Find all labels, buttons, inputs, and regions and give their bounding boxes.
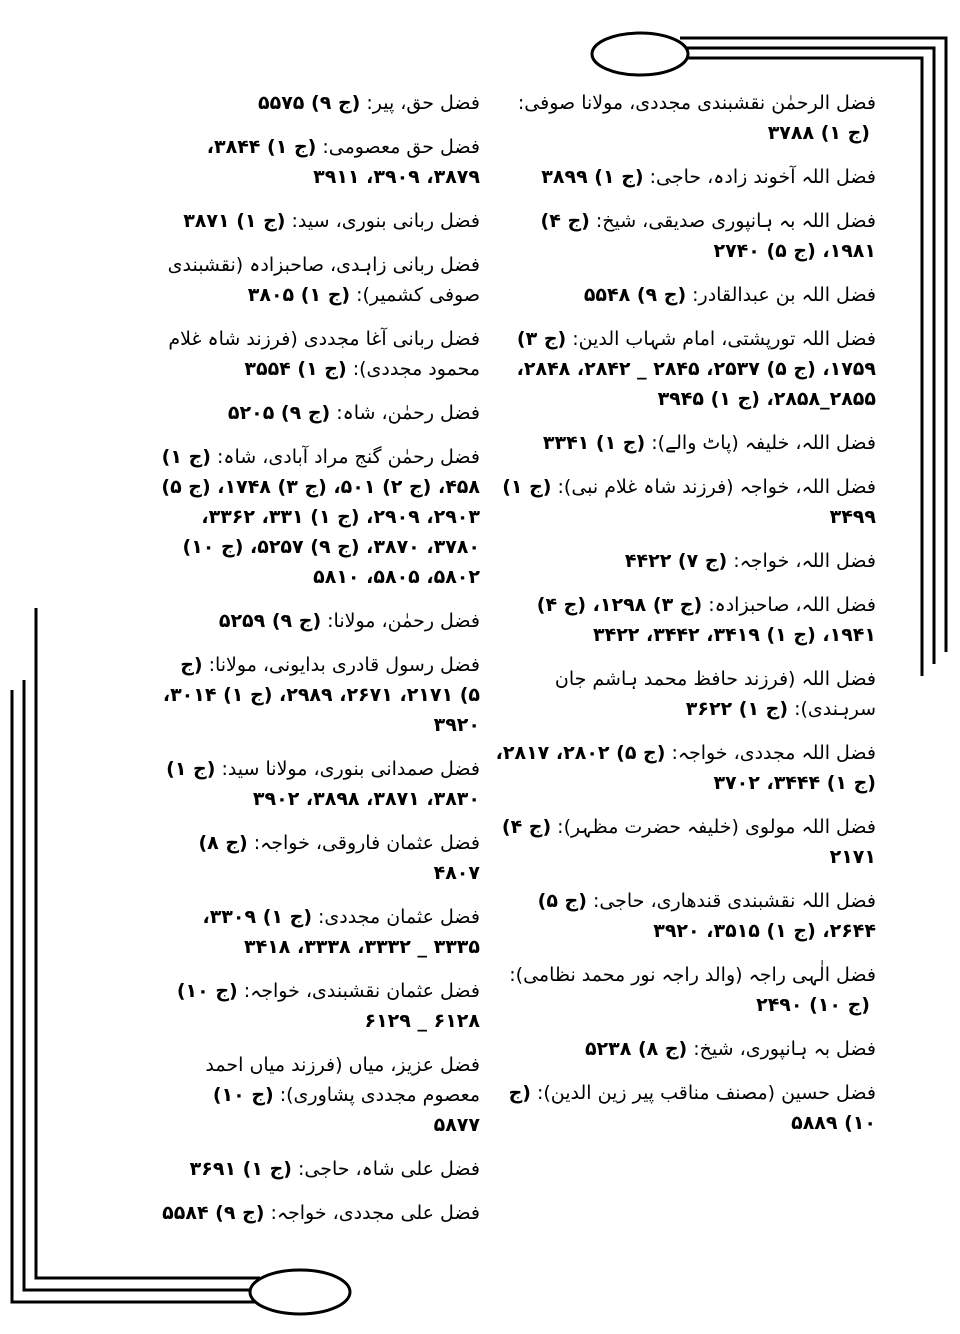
index-entry: فضل اللہ مولوی (خلیفہ حضرت مظہر):(ج ۴) ۲۱۷۱ <box>501 816 876 868</box>
index-entry: فضل اللہ مجددی، خواجہ:(ج ۵) ۲۸۰۲، ۲۸۱۷، (ج ۱) ۳۴۴۴، ۳۷۰۲ <box>495 742 876 794</box>
index-entry: فضل بہ ہانپوری، شیخ:(ج ۸) ۵۲۳۸ <box>584 1038 876 1060</box>
index-entry: فضل اللہ، خواجہ:(ج ۷) ۴۴۲۲ <box>624 550 876 572</box>
index-entry: فضل عثمان فاروقی، خواجہ:(ج ۸) ۴۸۰۷ <box>198 832 480 884</box>
index-entry: فضل عثمان نقشبندی، خواجہ:(ج ۱۰) ۶۱۲۸ _ ۶۱۲۹ <box>176 980 480 1032</box>
bottom-ornament-oval <box>250 1270 350 1314</box>
index-entry: فضل ربانی آغا مجددی (فرزند شاہ غلام محمود مجددی):(ج ۱) ۳۵۵۴ <box>168 328 480 380</box>
index-entry: فضل اللہ، خواجہ (فرزند شاہ غلام نبی):(ج ۱) ۳۴۹۹ <box>502 476 876 528</box>
index-entry: فضل اللہ تورپشتی، امام شہاب الدین:(ج ۳) ۱۷۵۹، (ج ۵) ۲۵۳۷، ۲۸۴۵ _ ۲۸۴۲، ۲۸۴۸، ۲۸۵۵_۲۸۵۸، (ج ۱) ۳۹۴۵ <box>516 328 876 410</box>
index-entry: فضل حق معصومی:(ج ۱) ۳۸۴۴، ۳۸۷۹، ۳۹۰۹، ۳۹۱۱ <box>206 136 480 188</box>
index-entry: فضل اللہ نقشبندی قندھاری، حاجی:(ج ۵) ۲۶۴۴، (ج ۱) ۳۵۱۵، ۳۹۲۰ <box>537 890 876 942</box>
index-entry: فضل اللہ بہ ہانپوری صدیقی، شیخ:(ج ۴) ۱۹۸۱، (ج ۵) ۲۷۴۰ <box>540 210 876 262</box>
index-entry: فضل الٰہی راجہ (والد راجہ نور محمد نظامی):(ج ۱۰) ۲۴۹۰ <box>509 964 876 1016</box>
index-entry: فضل رحمٰن، مولانا:(ج ۹) ۵۲۵۹ <box>218 610 480 632</box>
index-entry: فضل اللہ بن عبدالقادر:(ج ۹) ۵۵۴۸ <box>583 284 876 306</box>
index-entry: فضل حسین (مصنف مناقب پیر زین الدین):(ج ۱۰) ۵۸۸۹ <box>508 1082 876 1134</box>
index-entry: فضل اللہ، خلیفہ (پاٹ والے):(ج ۱) ۳۳۴۱ <box>542 432 876 454</box>
index-entry: فضل رسول قادری بدایونی، مولانا:(ج ۵) ۲۱۷۱، ۲۶۷۱، ۲۹۸۹، (ج ۱) ۳۰۱۴، ۳۹۲۰ <box>162 654 480 736</box>
index-entry: فضل صمدانی بنوری، مولانا سید:(ج ۱) ۳۸۳۰، ۳۸۷۱، ۳۸۹۸، ۳۹۰۲ <box>166 758 480 810</box>
index-entry: فضل ربانی بنوری، سید:(ج ۱) ۳۸۷۱ <box>183 210 480 232</box>
index-entry: فضل ربانی زاہدی، صاحبزادہ (نقشبندی صوفی کشمیر):(ج ۱) ۳۸۰۵ <box>167 254 480 306</box>
index-entry: فضل الرحمٰن نقشبندی مجددی، مولانا صوفی:(ج ۱) ۳۷۸۸ <box>517 92 876 144</box>
index-entry: فضل اللہ (فرزند حافظ محمد ہاشم جان سرہندی):(ج ۱) ۳۶۲۲ <box>554 668 876 720</box>
index-entry: فضل عثمان مجددی:(ج ۱) ۳۳۰۹، ۳۳۳۵ _ ۳۳۳۲، ۳۳۳۸، ۳۴۱۸ <box>202 906 480 958</box>
index-entry: فضل حق، پیر:(ج ۹) ۵۵۷۵ <box>258 92 480 114</box>
index-column-left <box>160 88 480 1242</box>
index-entry: فضل اللہ، صاحبزادہ:(ج ۳) ۱۲۹۸، (ج ۴) ۱۹۴۱، (ج ۱) ۳۴۱۹، ۳۴۴۲، ۳۴۲۲ <box>536 594 876 646</box>
index-column-right <box>492 88 876 1152</box>
index-entry: فضل رحمٰن، شاہ:(ج ۹) ۵۲۰۵ <box>227 402 480 424</box>
index-entry: فضل عزیز، میاں (فرزند میاں احمد معصوم مجددی پشاوری):(ج ۱۰) ۵۸۷۷ <box>205 1054 480 1136</box>
index-entry: فضل رحمٰن گنج مراد آبادی، شاہ:(ج ۱) ۴۵۸، (ج ۲) ۵۰۱، (ج ۳) ۱۷۴۸، (ج ۵) ۲۹۰۳، ۲۹۰۹، (ج ۱) ۳۳۱، ۳۳۶۲، ۳۷۸۰، ۳۸۷۰، (ج ۹) ۵۲۵۷، (ج ۱۰) ۵۸۰۲، ۵۸۰۵، ۵۸۱۰ <box>161 446 480 588</box>
index-entry: فضل اللہ آخوند زادہ، حاجی:(ج ۱) ۳۸۹۹ <box>541 166 876 188</box>
top-ornament-oval <box>592 33 688 75</box>
index-entry: فضل علی مجددی، خواجہ:(ج ۹) ۵۵۸۴ <box>162 1202 480 1224</box>
index-entry: فضل علی شاہ، حاجی:(ج ۱) ۳۶۹۱ <box>189 1158 480 1180</box>
